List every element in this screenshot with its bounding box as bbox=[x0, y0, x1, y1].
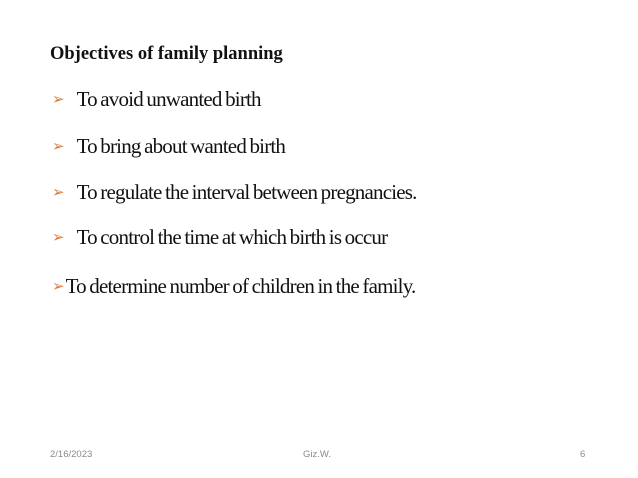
bullet-item bbox=[52, 87, 261, 112]
bullet-text: To avoid unwanted birth bbox=[76, 87, 261, 111]
bullet-text: To regulate the interval between pregnancies. bbox=[76, 180, 417, 204]
slide-title: Objectives of family planning bbox=[50, 44, 283, 64]
bullet-item bbox=[52, 274, 416, 299]
arrow-bullet-icon: ➢ bbox=[52, 228, 65, 246]
footer-author: Giz.W. bbox=[303, 449, 331, 460]
footer-date: 2/16/2023 bbox=[50, 449, 93, 460]
arrow-bullet-icon: ➢ bbox=[52, 183, 65, 201]
arrow-bullet-icon: ➢ bbox=[52, 137, 65, 155]
arrow-bullet-icon: ➢ bbox=[52, 90, 65, 108]
bullet-text: To control the time at which birth is occur bbox=[76, 225, 388, 249]
bullet-item bbox=[52, 180, 417, 205]
bullet-item bbox=[52, 134, 285, 159]
bullet-text: To determine number of children in the family. bbox=[65, 274, 416, 298]
bullet-item bbox=[52, 225, 387, 250]
footer-page-number: 6 bbox=[580, 449, 586, 460]
arrow-bullet-icon: ➢ bbox=[52, 277, 65, 295]
bullet-text: To bring about wanted birth bbox=[76, 134, 286, 158]
